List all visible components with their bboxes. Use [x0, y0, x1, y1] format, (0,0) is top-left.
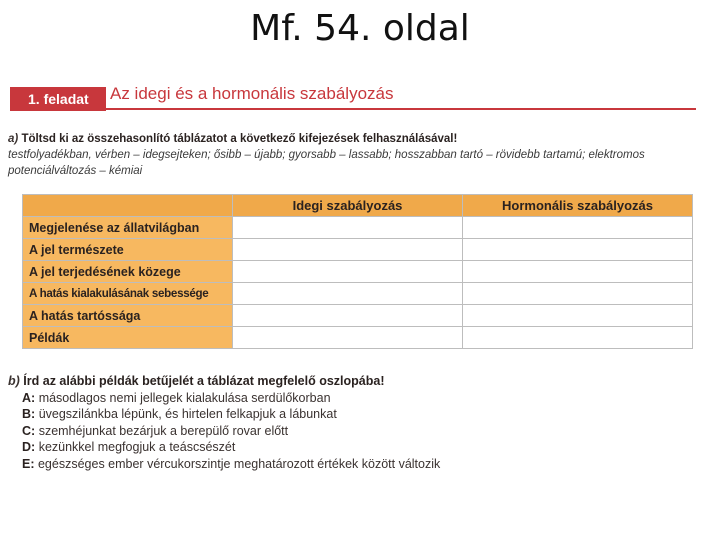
item-text: üvegszilánkba lépünk, és hirtelen felkapjuk a lábunkat [38, 407, 337, 421]
list-item [8, 423, 698, 440]
list-item [8, 390, 698, 407]
item-letter: C: [22, 423, 36, 438]
item-text: egészséges ember vércukorszintje meghatározott értékek között változik [37, 456, 441, 471]
comparison-table [22, 194, 693, 349]
answer-cell-hormonalis[interactable] [463, 327, 693, 349]
task-badge: 1. feladat [10, 87, 106, 111]
task-title: Az idegi és a hormonális szabályozás [110, 84, 394, 103]
item-letter: D: [22, 440, 36, 454]
table-row [23, 217, 693, 239]
item-text: szemhéjunkat bezárjuk a berepülő rovar előtt [38, 423, 289, 438]
table-row [23, 261, 693, 283]
column-header-idegi: Idegi szabályozás [233, 195, 463, 217]
answer-cell-idegi[interactable] [233, 327, 463, 349]
table-row [23, 305, 693, 327]
table-row [23, 239, 693, 261]
task-header [10, 84, 696, 108]
list-item [8, 439, 698, 456]
answer-cell-hormonalis[interactable] [463, 261, 693, 283]
table-corner-cell [23, 195, 233, 217]
row-label: Példák [23, 327, 233, 349]
answer-cell-idegi[interactable] [233, 305, 463, 327]
part-b-question: Írd az alábbi példák betűjelét a táblázat megfelelő oszlopába! [23, 374, 385, 388]
part-a-instructions [8, 131, 698, 179]
part-a-terms: testfolyadékban, vérben – idegsejteken; ősibb – újabb; gyorsabb – lassabb; hosszabban tartó – rövidebb tartamú; elektromos potenciálváltozás – kémiai [8, 149, 645, 177]
item-text: kezünkkel megfogjuk a teáscsészét [38, 440, 236, 454]
slide-title: Mf. 54. oldal [250, 8, 470, 49]
part-b-instructions [8, 373, 698, 472]
answer-cell-hormonalis[interactable] [463, 239, 693, 261]
column-header-hormonalis: Hormonális szabályozás [463, 195, 693, 217]
part-a-question: Töltsd ki az összehasonlító táblázatot a következő kifejezések felhasználásával! [21, 133, 458, 145]
list-item [8, 456, 698, 473]
item-text: másodlagos nemi jellegek kialakulása serdülőkorban [38, 390, 331, 405]
item-letter: E: [22, 456, 35, 471]
item-letter: A: [22, 390, 36, 405]
answer-cell-hormonalis[interactable] [463, 283, 693, 305]
row-label: A hatás tartóssága [23, 305, 233, 327]
task-divider [10, 108, 696, 110]
answer-cell-idegi[interactable] [233, 217, 463, 239]
row-label: Megjelenése az állatvilágban [23, 217, 233, 239]
part-a-label: a) [8, 133, 19, 145]
answer-cell-idegi[interactable] [233, 261, 463, 283]
answer-cell-hormonalis[interactable] [463, 217, 693, 239]
list-item [8, 406, 698, 423]
part-b-label: b) [8, 374, 20, 388]
table-row [23, 283, 693, 305]
table-row [23, 327, 693, 349]
answer-cell-idegi[interactable] [233, 283, 463, 305]
answer-cell-idegi[interactable] [233, 239, 463, 261]
row-label: A jel terjedésének közege [23, 261, 233, 283]
row-label: A jel természete [23, 239, 233, 261]
table-header-row [23, 195, 693, 217]
answer-cell-hormonalis[interactable] [463, 305, 693, 327]
item-letter: B: [22, 407, 36, 421]
row-label: A hatás kialakulásának sebessége [23, 283, 233, 305]
